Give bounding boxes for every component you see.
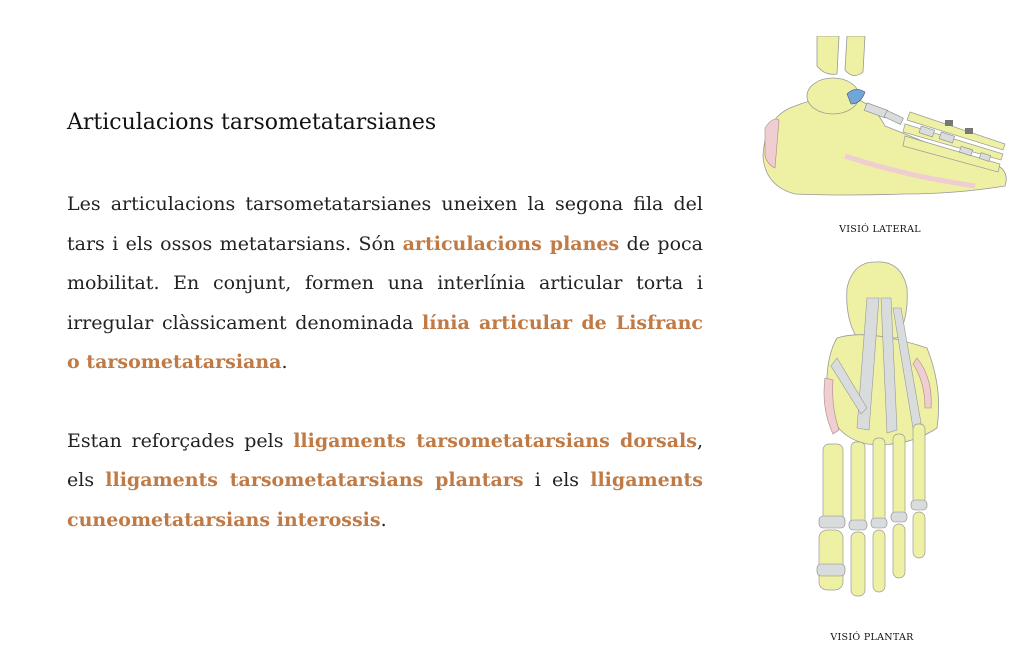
foot-plantar-illustration: [797, 258, 957, 614]
link-lligaments-dorsals[interactable]: lligaments tarsometatarsians dorsals: [293, 429, 697, 452]
link-lligaments-interossis[interactable]: lligaments cuneometatarsians interossis: [67, 469, 703, 531]
link-linia-lisfranc[interactable]: línia articular de Lisfranc o tarsometatarsiana: [67, 311, 703, 373]
paragraph-text: Estan reforçades pels: [67, 429, 294, 452]
paragraph-text: .: [281, 351, 288, 373]
paragraph-text: , els: [67, 429, 703, 491]
paragraph-text: i els: [523, 469, 591, 491]
caption-lateral-view: VISIÓ LATERAL: [839, 224, 921, 235]
paragraph-text: de poca mobilitat. En conjunt, formen una interlínia articular torta i irregular clàssicament denominada: [67, 232, 703, 334]
paragraph-ligaments: [67, 422, 703, 541]
paragraph-intro: [67, 185, 703, 383]
caption-plantar-view: VISIÓ PLANTAR: [830, 632, 914, 643]
foot-lateral-illustration: [755, 36, 1015, 204]
main-content: [67, 110, 703, 540]
link-lligaments-plantars[interactable]: lligaments tarsometatarsians plantars: [105, 469, 524, 491]
paragraph-text: .: [380, 508, 387, 531]
page-title: Articulacions tarsometatarsianes: [67, 110, 437, 135]
paragraph-text: Les articulacions tarsometatarsianes uneixen la segona fila del tars i els ossos metatarsians. Són: [67, 193, 703, 255]
link-articulacions-planes[interactable]: articulacions planes: [402, 232, 620, 255]
